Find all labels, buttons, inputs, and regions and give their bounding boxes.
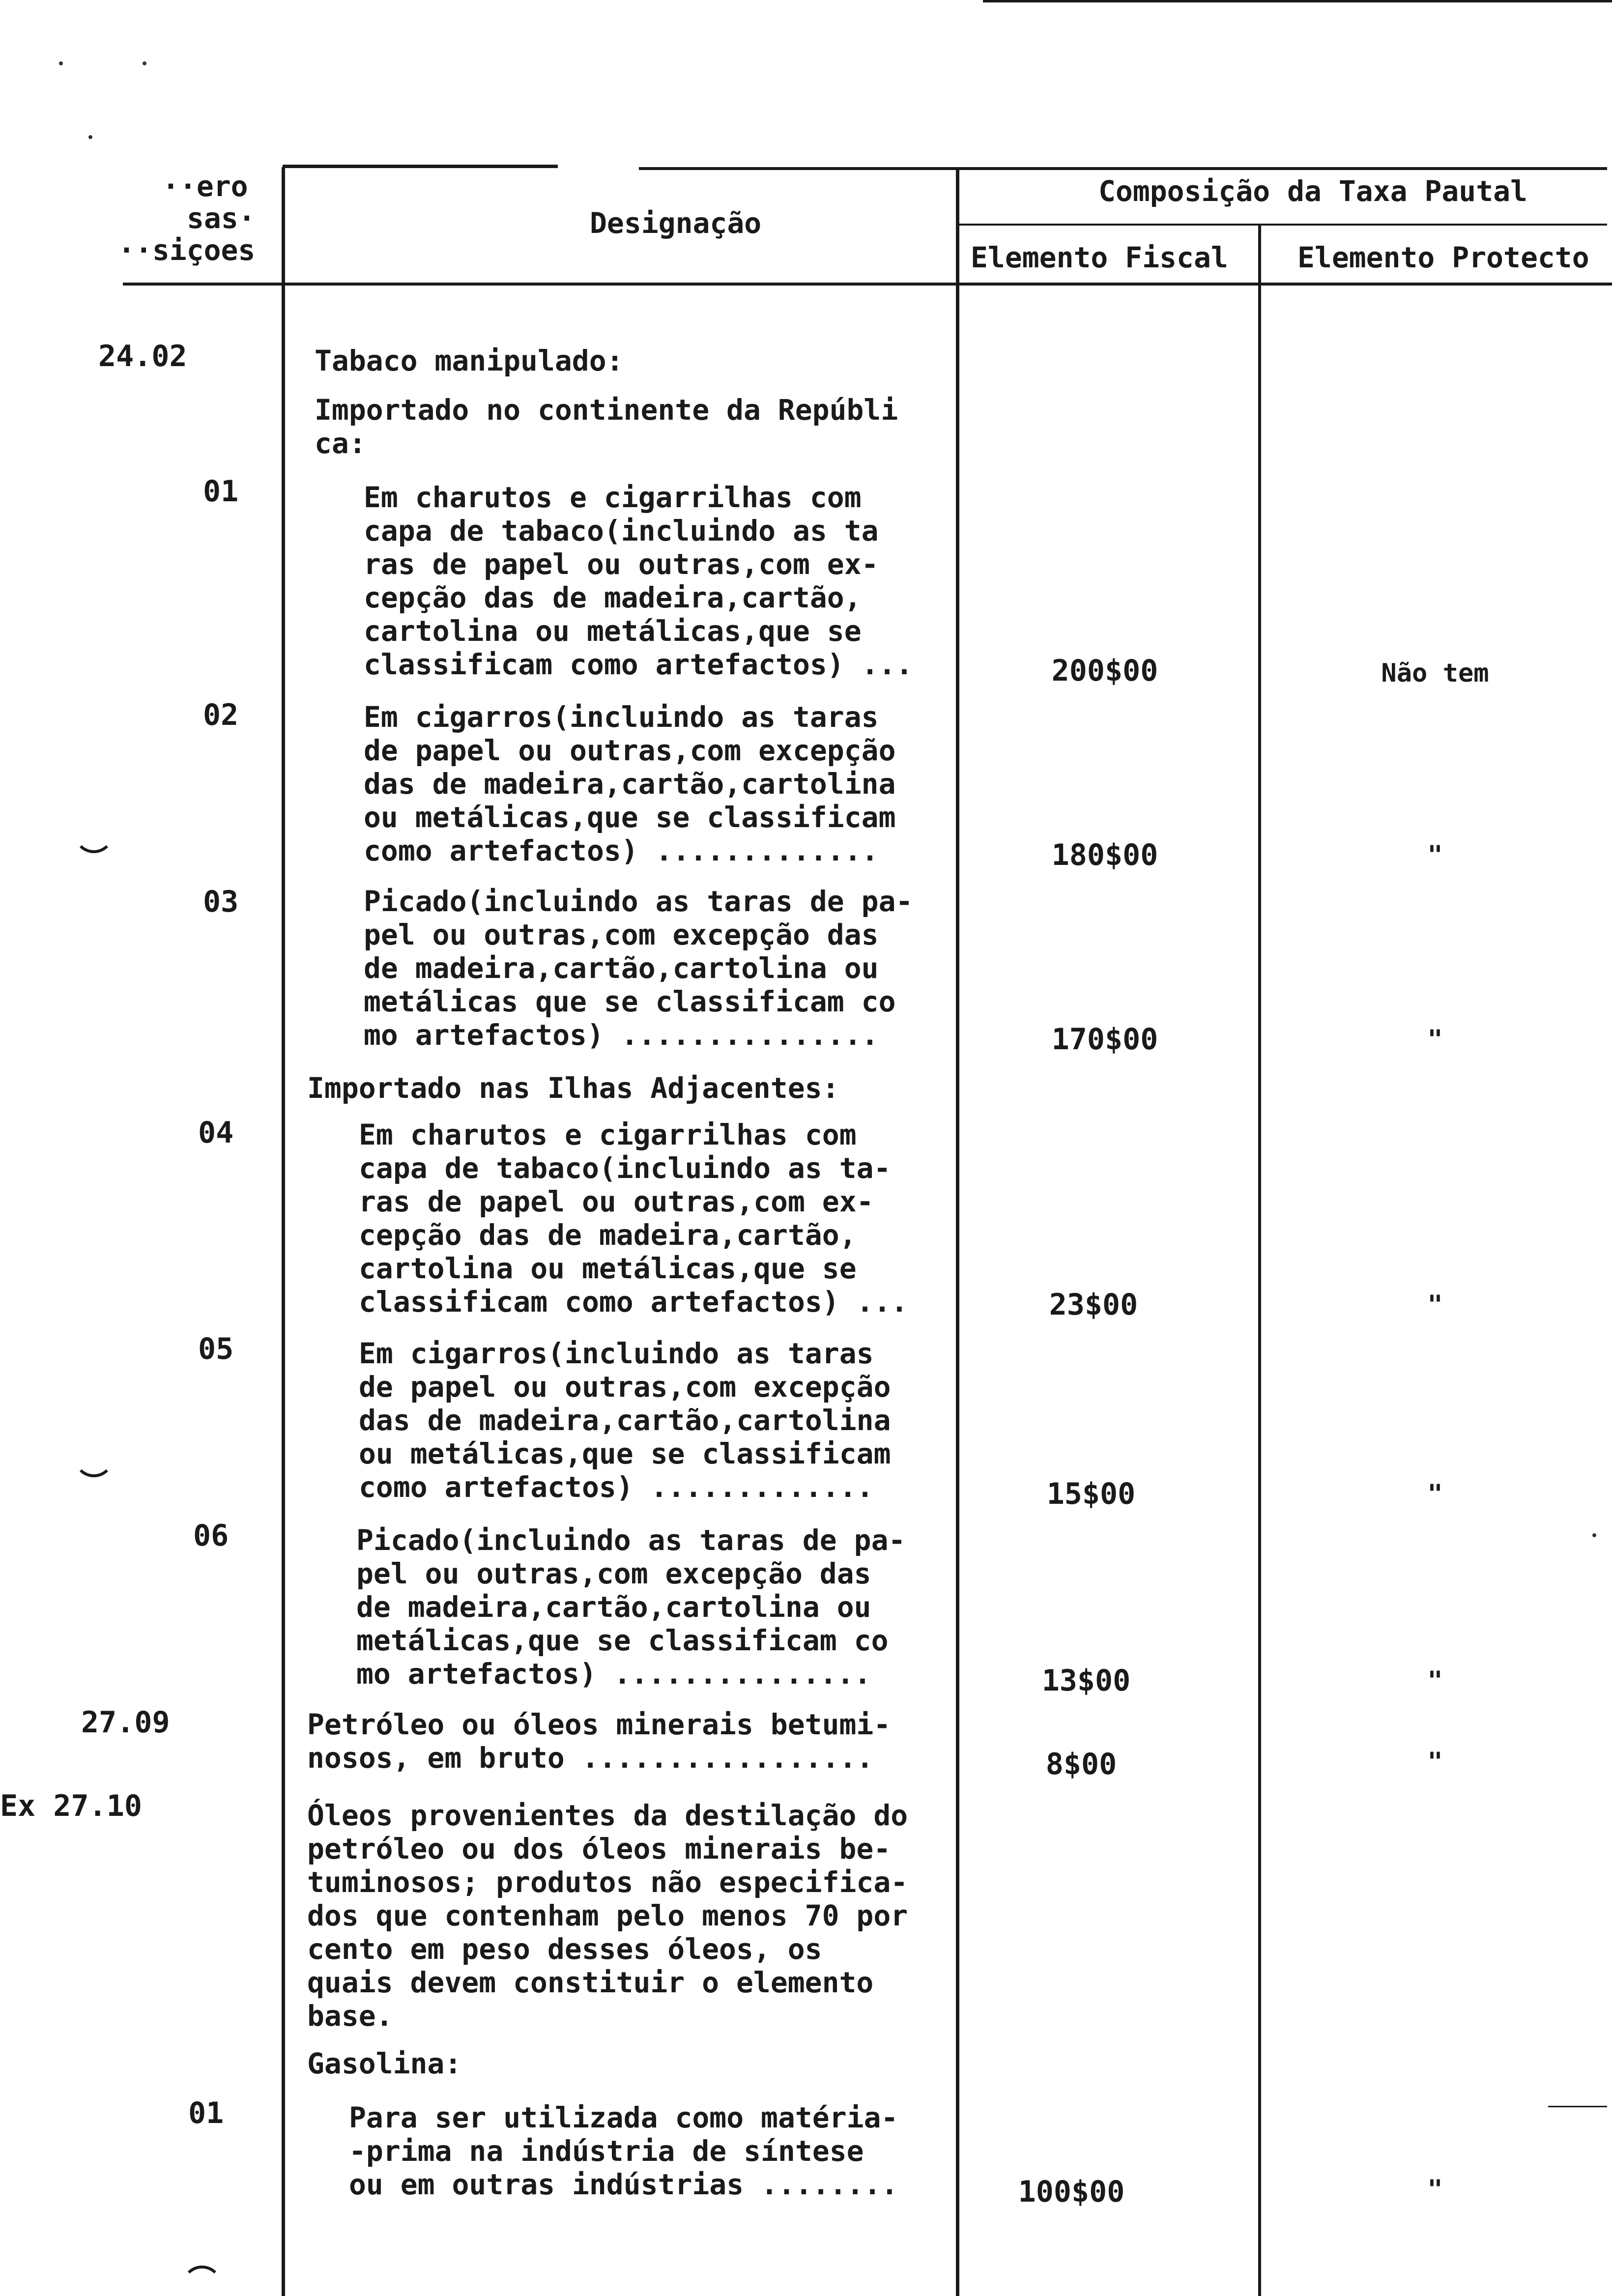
header-number-label-1: ··ero [162, 170, 248, 203]
elemento-protector-value: " [1427, 2175, 1443, 2204]
elemento-protector-value: " [1427, 1747, 1443, 1777]
header-number-label-3: ··siçoes [118, 233, 256, 267]
page-top-rule [983, 0, 1612, 2]
row-description: Picado(incluindo as taras de pa- pel ou outras,com excepção das de madeira,cartão,cartolina ou metálicas,que se classificam co mo artefactos) ............... [356, 1523, 906, 1691]
header-number-label-2: sas· [187, 201, 256, 235]
row-number: 06 [193, 1519, 229, 1553]
elemento-fiscal-value: 170$00 [1051, 1022, 1158, 1057]
margin-mark [182, 2266, 222, 2288]
row-number: Ex 27.10 [0, 1789, 142, 1823]
row-description: Petróleo ou óleos minerais betumi- nosos, em bruto ................. [307, 1708, 891, 1775]
elemento-protector-value: " [1427, 1666, 1443, 1695]
row-number: 02 [203, 698, 239, 732]
scan-speck [59, 61, 63, 65]
elemento-protector-value: " [1427, 1025, 1443, 1054]
elemento-fiscal-value: 100$00 [1018, 2175, 1125, 2209]
column-divider-2 [956, 168, 959, 2296]
elemento-fiscal-value: 23$00 [1049, 1288, 1138, 1322]
row-description: Gasolina: [307, 2047, 462, 2080]
header-composicao: Composição da Taxa Pautal [1098, 174, 1527, 208]
row-description: Óleos provenientes da destilação do petróleo ou dos óleos minerais be- tuminosos; produtos não especifica- dos que contenham pelo menos 70 por cento em peso desses óleos, os quais devem constituir o elemento base. [307, 1799, 908, 2033]
header-top-rule [283, 165, 558, 168]
header-elemento-protector: Elemento Protecto [1297, 241, 1589, 274]
row-number: 05 [198, 1332, 234, 1366]
column-divider-1 [282, 167, 285, 2296]
row-description: Para ser utilizada como matéria- -prima na indústria de síntese ou em outras indústrias ........ [349, 2101, 898, 2201]
row-number: 24.02 [98, 339, 187, 373]
elemento-protector-value: " [1427, 1479, 1443, 1509]
scan-speck [143, 61, 146, 65]
row-number: 04 [198, 1116, 234, 1150]
elemento-fiscal-value: 180$00 [1051, 838, 1158, 872]
row-number: 03 [203, 885, 239, 919]
row-description: Tabaco manipulado: [315, 344, 624, 377]
row-description: Em cigarros(incluindo as taras de papel ou outras,com excepção das de madeira,cartão,cartolina ou metálicas,que se classificam como artefactos) ............. [359, 1337, 891, 1504]
elemento-fiscal-value: 8$00 [1045, 1747, 1117, 1781]
header-designacao: Designação [590, 206, 762, 240]
margin-mark [74, 831, 114, 853]
row-description: Em charutos e cigarrilhas com capa de tabaco(incluindo as ta- ras de papel ou outras,com ex- cepção das de madeira,cartão, cartolina ou metálicas,que se classificam como artefactos) ... [359, 1118, 908, 1319]
elemento-protector-value: " [1427, 840, 1443, 870]
elemento-fiscal-value: 200$00 [1051, 654, 1158, 688]
row-description: Importado nas Ilhas Adjacentes: [307, 1071, 839, 1105]
row-number: 01 [203, 474, 239, 509]
column-divider-3 [1258, 224, 1261, 2296]
elemento-protector-value: " [1427, 1290, 1443, 1320]
header-top-rule-right [639, 167, 1607, 170]
row-description: Em cigarros(incluindo as taras de papel ou outras,com excepção das de madeira,cartão,cartolina ou metálicas,que se classificam como artefactos) ............. [364, 700, 896, 867]
elemento-protector-value: Não tem [1381, 659, 1489, 688]
margin-mark [74, 1455, 114, 1477]
row-number: 01 [188, 2096, 224, 2130]
elemento-fiscal-value: 13$00 [1041, 1664, 1131, 1698]
header-bottom-rule [123, 283, 1612, 286]
scan-speck [88, 135, 92, 139]
row-number: 27.09 [81, 1705, 170, 1740]
row-description: Em charutos e cigarrilhas com capa de tabaco(incluindo as ta ras de papel ou outras,com ex- cepção das de madeira,cartão, cartolina ou metálicas,que se classificam como artefactos) ... [364, 481, 913, 681]
header-subdivider-rule [957, 224, 1607, 226]
margin-dash [1548, 2106, 1607, 2107]
row-description: Picado(incluindo as taras de pa- pel ou outras,com excepção das de madeira,cartão,cartolina ou metálicas que se classificam co mo artefactos) ............... [364, 885, 913, 1052]
elemento-fiscal-value: 15$00 [1046, 1477, 1136, 1511]
row-description: Importado no continente da Repúbli ca: [315, 393, 898, 460]
header-elemento-fiscal: Elemento Fiscal [971, 241, 1228, 274]
scan-speck [1592, 1533, 1596, 1537]
